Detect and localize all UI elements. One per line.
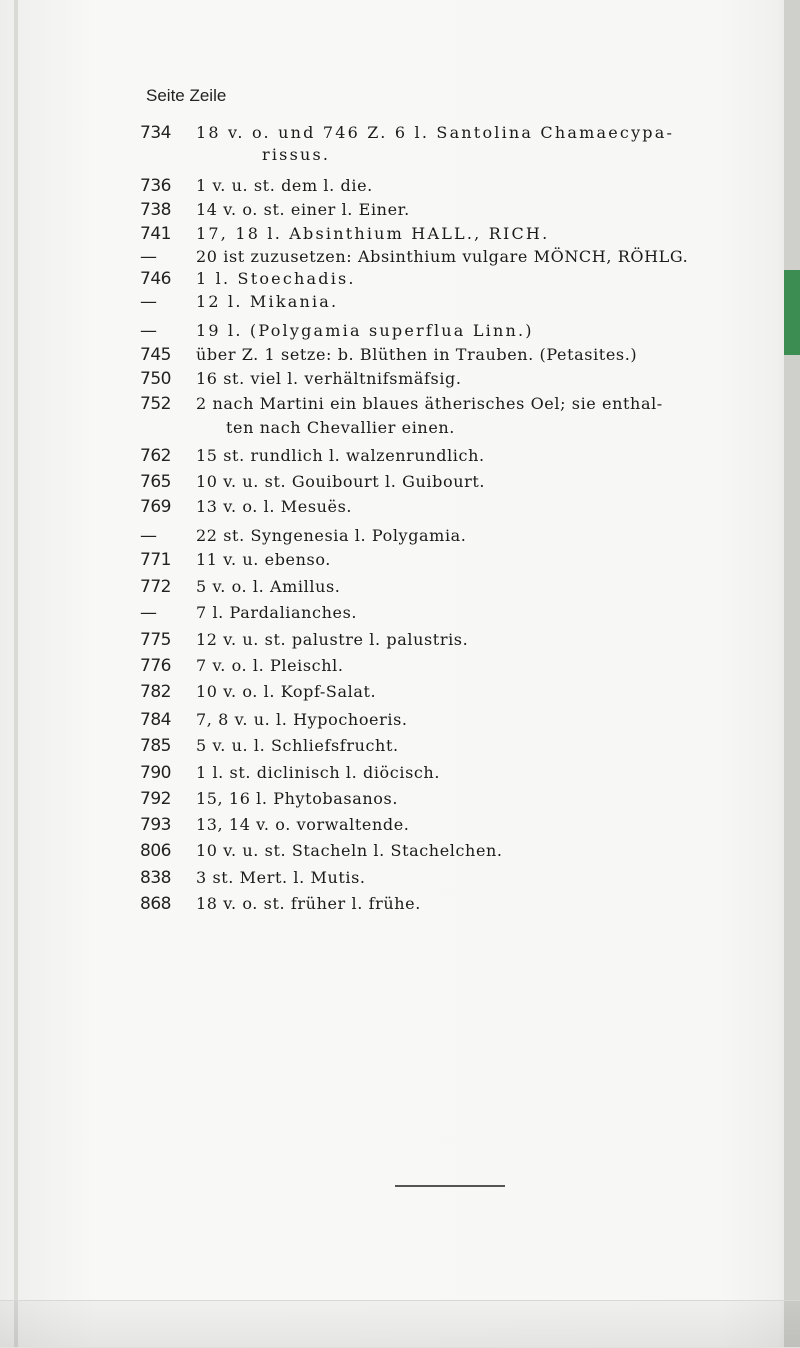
- errata-row: [0, 841, 790, 867]
- errata-row: [0, 526, 790, 552]
- errata-row: [0, 145, 790, 171]
- errata-row: [0, 815, 790, 841]
- errata-row: [0, 446, 790, 472]
- page-number: 868: [140, 894, 171, 914]
- page-number: 745: [140, 345, 171, 365]
- page-number: —: [140, 321, 157, 341]
- correction-text: 13 v. o. l. Mesuës.: [196, 497, 353, 516]
- errata-row: [0, 497, 790, 523]
- correction-text: 12 v. u. st. palustre l. palustris.: [196, 630, 469, 649]
- errata-row: [0, 656, 790, 682]
- errata-row: [0, 321, 790, 347]
- correction-text: 15, 16 l. Phytobasanos.: [196, 789, 399, 808]
- page-number: 793: [140, 815, 171, 835]
- correction-text: 10 v. u. st. Stacheln l. Stachelchen.: [196, 841, 503, 860]
- closing-rule: [395, 1185, 505, 1187]
- errata-row: [0, 789, 790, 815]
- correction-text: 5 v. u. l. Schliefsfrucht.: [196, 736, 399, 755]
- page-number: 750: [140, 369, 171, 389]
- correction-text: 22 st. Syngenesia l. Polygamia.: [196, 526, 467, 545]
- page-number: 792: [140, 789, 171, 809]
- correction-text: 1 l. st. diclinisch l. diöcisch.: [196, 763, 441, 782]
- errata-row: [0, 292, 790, 318]
- correction-text: 11 v. u. ebenso.: [196, 550, 331, 569]
- correction-text: 16 st. viel l. verhältnifsmäfsig.: [196, 369, 462, 388]
- page-number: 765: [140, 472, 171, 492]
- errata-row: [0, 682, 790, 708]
- page-number: 738: [140, 200, 171, 220]
- errata-row: [0, 394, 790, 420]
- page-number: 762: [140, 446, 171, 466]
- page-number: 784: [140, 710, 171, 730]
- errata-row: [0, 176, 790, 202]
- errata-row: [0, 603, 790, 629]
- errata-row: [0, 345, 790, 371]
- errata-row: [0, 550, 790, 576]
- correction-text: ten nach Chevallier einen.: [226, 418, 455, 437]
- page-number: —: [140, 292, 157, 312]
- correction-text: 18 v. o. st. früher l. frühe.: [196, 894, 421, 913]
- correction-text: 14 v. o. st. einer l. Einer.: [196, 200, 410, 219]
- errata-row: [0, 472, 790, 498]
- page-number: 772: [140, 577, 171, 597]
- column-header: Seite Zeile: [146, 86, 227, 105]
- correction-text: 13, 14 v. o. vorwaltende.: [196, 815, 410, 834]
- correction-text: 20 ist zuzusetzen: Absinthium vulgare MÖNCH, RÖHLG.: [196, 247, 689, 266]
- errata-row: [0, 868, 790, 894]
- page-bottom-edge: [0, 1300, 800, 1348]
- errata-row: [0, 736, 790, 762]
- errata-row: [0, 577, 790, 603]
- errata-row: [0, 894, 790, 920]
- correction-text: 1 v. u. st. dem l. die.: [196, 176, 373, 195]
- correction-text: 2 nach Martini ein blaues ätherisches Oel; sie enthal-: [196, 394, 663, 413]
- correction-text: 5 v. o. l. Amillus.: [196, 577, 341, 596]
- correction-text: 18 v. o. und 746 Z. 6 l. Santolina Chamaecypa-: [196, 123, 675, 142]
- correction-text: 15 st. rundlich l. walzenrundlich.: [196, 446, 485, 465]
- errata-row: [0, 630, 790, 656]
- page-number: 838: [140, 868, 171, 888]
- correction-text: 7, 8 v. u. l. Hypochoeris.: [196, 710, 408, 729]
- correction-text: 1 l. Stoechadis.: [196, 269, 356, 288]
- correction-text: 17, 18 l. Absinthium HALL., RICH.: [196, 224, 550, 243]
- errata-row: [0, 763, 790, 789]
- page-number: 771: [140, 550, 171, 570]
- page-number: 775: [140, 630, 171, 650]
- errata-row: [0, 710, 790, 736]
- correction-text: 3 st. Mert. l. Mutis.: [196, 868, 366, 887]
- page-number: 785: [140, 736, 171, 756]
- page-number: —: [140, 526, 157, 546]
- errata-row: [0, 418, 790, 444]
- page-number: 806: [140, 841, 171, 861]
- page-number: 741: [140, 224, 171, 244]
- page-number: —: [140, 603, 157, 623]
- correction-text: 10 v. u. st. Gouibourt l. Guibourt.: [196, 472, 486, 491]
- correction-text: rissus.: [262, 145, 331, 164]
- page-number: 776: [140, 656, 171, 676]
- page-number: 790: [140, 763, 171, 783]
- page-number: 769: [140, 497, 171, 517]
- correction-text: über Z. 1 setze: b. Blüthen in Trauben. (Petasites.): [196, 345, 638, 364]
- correction-text: 7 v. o. l. Pleischl.: [196, 656, 344, 675]
- errata-row: [0, 369, 790, 395]
- correction-text: 10 v. o. l. Kopf-Salat.: [196, 682, 377, 701]
- page-number: 752: [140, 394, 171, 414]
- page-number: 736: [140, 176, 171, 196]
- page-number: 734: [140, 123, 171, 143]
- correction-text: 7 l. Pardalianches.: [196, 603, 358, 622]
- correction-text: 12 l. Mikania.: [196, 292, 339, 311]
- correction-text: 19 l. (Polygamia superflua Linn.): [196, 321, 534, 340]
- page-number: 746: [140, 269, 171, 289]
- page-number: 782: [140, 682, 171, 702]
- page-number: —: [140, 247, 157, 267]
- errata-row: [0, 200, 790, 226]
